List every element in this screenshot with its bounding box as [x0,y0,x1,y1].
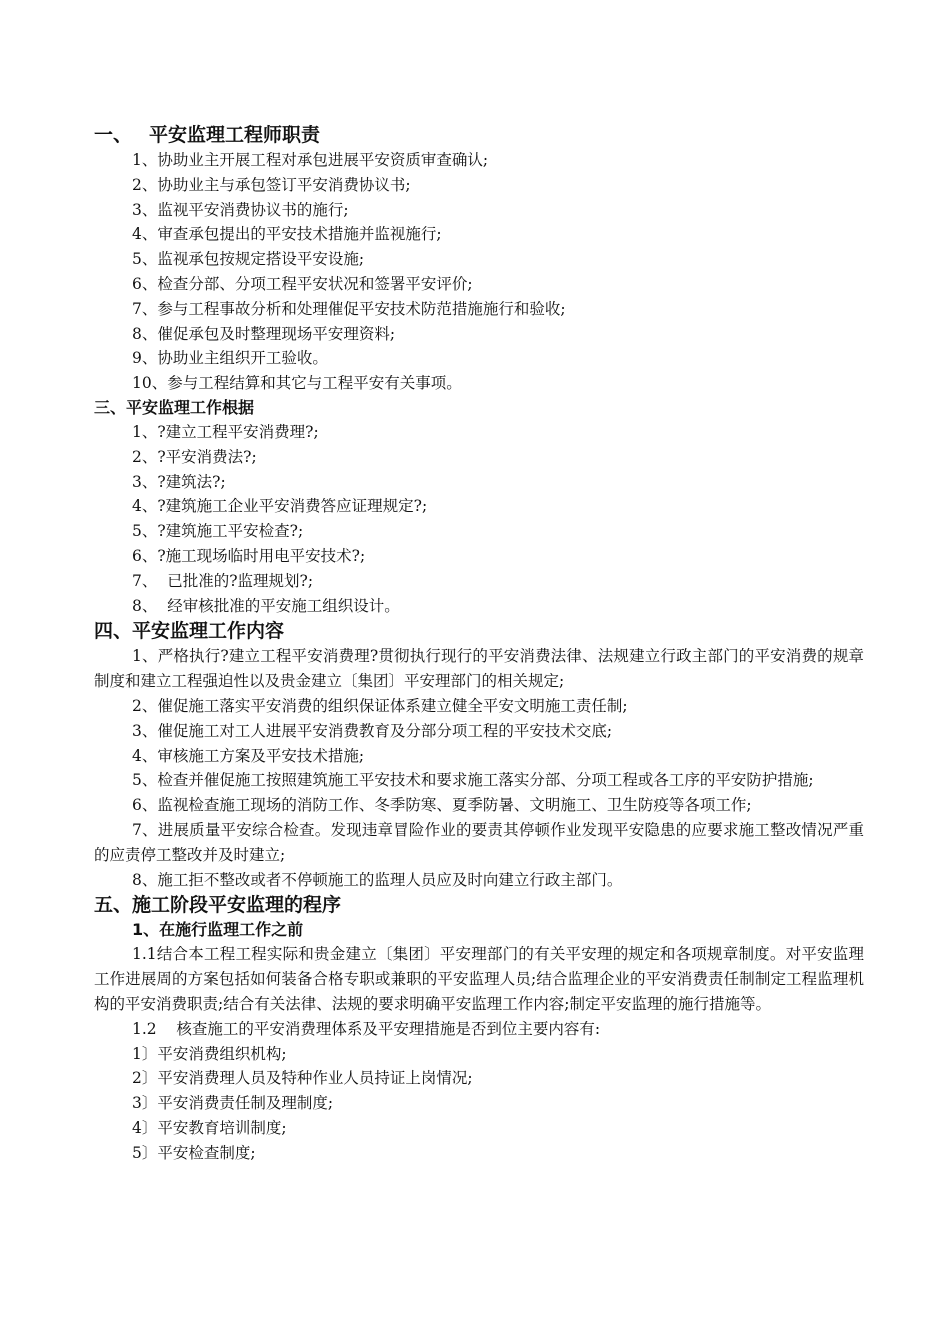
section-3-list [94,420,864,618]
section-5-list [94,1042,864,1166]
list-item: 3、监视平安消费协议书的施行; [132,200,349,219]
list-item: 4、审查承包提出的平安技术措施并监视施行; [132,225,442,244]
list-item: 3、?建筑法?; [132,472,226,491]
list-item: 2〕平安消费理人员及特种作业人员持证上岗情况; [132,1069,473,1088]
list-item: 4〕平安教育培训制度; [132,1118,287,1137]
section-5-paragraphs [94,942,864,1041]
list-item: 7、参与工程事故分析和处理催促平安技术防范措施施行和验收; [132,299,566,318]
list-item: 8、催促承包及时整理现场平安理资料; [132,324,396,343]
section-5-subheading: 1、在施行监理工作之前 [132,920,304,940]
document-content [94,122,864,1165]
paragraph: 7、进展质量平安综合检查。发现违章冒险作业的要责其停顿作业发现平安隐患的应要求施工整改情况严重的应责停工整改并及时建立; [94,820,864,864]
list-item: 10、参与工程结算和其它与工程平安有关事项。 [132,374,462,393]
list-item: 4、?建筑施工企业平安消费答应证理规定?; [132,497,428,516]
section-5-heading: 五、施工阶段平安监理的程序 [94,894,342,917]
list-item: 5、?建筑施工平安检查?; [132,522,304,541]
list-item: 5〕平安检查制度; [132,1143,256,1162]
paragraph: 6、监视检查施工现场的消防工作、冬季防寒、夏季防暑、文明施工、卫生防疫等各项工作; [132,796,752,815]
list-item: 1、协助业主开展工程对承包进展平安资质审查确认; [132,151,489,169]
section-4-paragraphs [94,644,864,892]
list-item: 1〕平安消费组织机构; [132,1044,287,1063]
list-item: 9、协助业主组织开工验收。 [132,349,328,368]
section-1-title: 平安监理工程师职责 [149,124,321,146]
paragraph: 4、审核施工方案及平安技术措施; [132,746,365,765]
list-item: 5、监视承包按规定搭设平安设施; [132,250,365,269]
list-item: 7、 已批准的?监理规划?; [132,571,314,590]
section-3-heading: 三、平安监理工作根据 [94,397,255,417]
section-4-heading: 四、平安监理工作内容 [94,620,285,643]
section-1-list [94,148,864,396]
list-item: 2、协助业主与承包签订平安消费协议书; [132,175,411,194]
paragraph: 8、施工拒不整改或者不停顿施工的监理人员应及时向建立行政主部门。 [132,870,623,889]
paragraph: 2、催促施工落实平安消费的组织保证体系建立健全平安文明施工责任制; [132,696,628,715]
list-item: 2、?平安消费法?; [132,447,257,466]
section-1-number: 一、 [94,124,133,146]
paragraph: 5、检查并催促施工按照建筑施工平安技术和要求施工落实分部、分项工程或各工序的平安防护措施; [132,771,814,790]
list-item: 6、?施工现场临时用电平安技术?; [132,546,366,565]
paragraph: 1.2 核查施工的平安消费理体系及平安理措施是否到位主要内容有: [132,1019,601,1038]
list-item: 6、检查分部、分项工程平安状况和签署平安评价; [132,274,473,293]
paragraph: 1.1结合本工程工程实际和贵金建立〔集团〕平安理部门的有关平安理的规定和各项规章制度。对平安监理工作进展周的方案包括如何装备合格专职或兼职的平安监理人员;结合监理企业的平安消费责任制制定工程监理机构的平安消费职责;结合有关法律、法规的要求明确平安监理工作内容;制定平安监理的施行措施等。 [94,945,864,1013]
paragraph: 1、严格执行?建立工程平安消费理?贯彻执行现行的平安消费法律、法规建立行政主部门的平安消费的规章制度和建立工程强迫性以及贵金建立〔集团〕平安理部门的相关规定; [94,647,864,691]
list-item: 8、 经审核批准的平安施工组织设计。 [132,596,400,615]
list-item: 1、?建立工程平安消费理?; [132,422,319,441]
list-item: 3〕平安消费责任制及理制度; [132,1094,334,1113]
section-1-heading [94,122,864,148]
paragraph: 3、催促施工对工人进展平安消费教育及分部分项工程的平安技术交底; [132,721,613,740]
